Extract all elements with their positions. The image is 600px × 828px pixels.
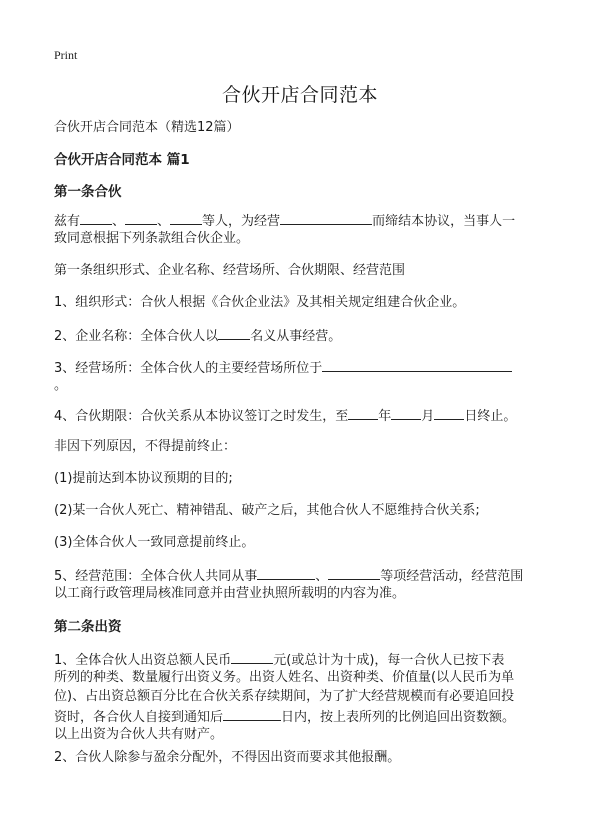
reason-3: (3)全体合伙人一致同意提前终止。 — [54, 535, 255, 550]
item-4-note: 非因下列原因，不得提前终止： — [54, 439, 237, 454]
item-text: 4、合伙期限：合伙关系从本协议签订之时发生，至 — [54, 409, 349, 424]
item-text: 等项经营活动，经营范围 — [380, 569, 524, 584]
separator: 、 — [315, 569, 329, 584]
intro-text: 兹有 — [54, 214, 81, 229]
item-1: 1、组织形式：合伙人根据《合伙企业法》及其相关规定组建合伙企业。 — [54, 295, 466, 310]
blank-field — [348, 405, 378, 420]
item-4 — [54, 405, 516, 427]
reason-1: (1)提前达到本协议预期的目的; — [54, 471, 233, 486]
item-text: 1、全体合伙人出资总额人民币 — [54, 653, 232, 668]
separator: 、 — [112, 214, 126, 229]
blank-field — [170, 210, 202, 225]
blank-field — [434, 405, 464, 420]
item-text: 日内，按上表所列的比例追回出资数额。 — [281, 710, 516, 725]
blank-field — [322, 357, 512, 372]
item-text: 3、经营场所：全体合伙人的主要经营场所位于 — [54, 361, 323, 376]
blank-field — [223, 706, 281, 721]
item-text: 月 — [421, 409, 435, 424]
page-title: 合伙开店合同范本 — [221, 84, 378, 106]
item-text: 2、企业名称：全体合伙人以 — [54, 329, 219, 344]
item-text: 年 — [378, 409, 392, 424]
blank-field — [218, 325, 250, 340]
item-text: 资时，各合伙人自接到通知后 — [54, 710, 224, 725]
capital-1-line-2: 所列的种类、数量履行出资义务。出资人姓名、出资种类、价值量(以人民币为单 — [54, 670, 515, 685]
capital-1-line-5: 以上出资为合伙人共有财产。 — [54, 727, 224, 742]
item-5-line-2: 以工商行政管理局核准同意并由营业执照所载明的内容为准。 — [54, 586, 406, 601]
separator: 、 — [157, 214, 171, 229]
clause-heading: 第一条组织形式、企业名称、经营场所、合伙期限、经营范围 — [54, 263, 406, 278]
article-1-heading: 第一条合伙 — [54, 184, 122, 200]
blank-field — [328, 565, 380, 580]
item-text: 名义从事经营。 — [250, 329, 342, 344]
item-3-end: 。 — [54, 378, 68, 393]
document-subtitle: 合伙开店合同范本（精选12篇） — [54, 120, 240, 135]
reason-2: (2)某一合伙人死亡、精神错乱、破产之后，其他合伙人不愿维持合伙关系; — [54, 503, 480, 518]
blank-field — [231, 649, 273, 664]
blank-field — [257, 565, 315, 580]
item-2 — [54, 325, 341, 347]
item-text: 5、经营范围：全体合伙人共同从事 — [54, 569, 258, 584]
capital-2: 2、合伙人除参与盈余分配外，不得因出资而要求其他报酬。 — [54, 750, 401, 765]
intro-text: 而缔结本协议，当事人一 — [372, 214, 516, 229]
article-2-heading: 第二条出资 — [54, 619, 122, 635]
intro-text: 等人，为经营 — [202, 214, 281, 229]
section-title: 合伙开店合同范本 篇1 — [54, 152, 190, 168]
print-label[interactable]: Print — [54, 48, 78, 62]
blank-field — [391, 405, 421, 420]
blank-field — [280, 210, 372, 225]
item-text: 元(或总计为十成)，每一合伙人已按下表 — [273, 653, 505, 668]
intro-line-2: 致同意根据下列条款组合伙企业。 — [54, 231, 250, 246]
blank-field — [125, 210, 157, 225]
blank-field — [80, 210, 112, 225]
item-3 — [54, 357, 512, 379]
capital-1-line-3: 位)、占出资总额百分比在合伙关系存续期间，为了扩大经营规模而有必要追回投 — [54, 689, 515, 704]
item-text: 日终止。 — [464, 409, 517, 424]
